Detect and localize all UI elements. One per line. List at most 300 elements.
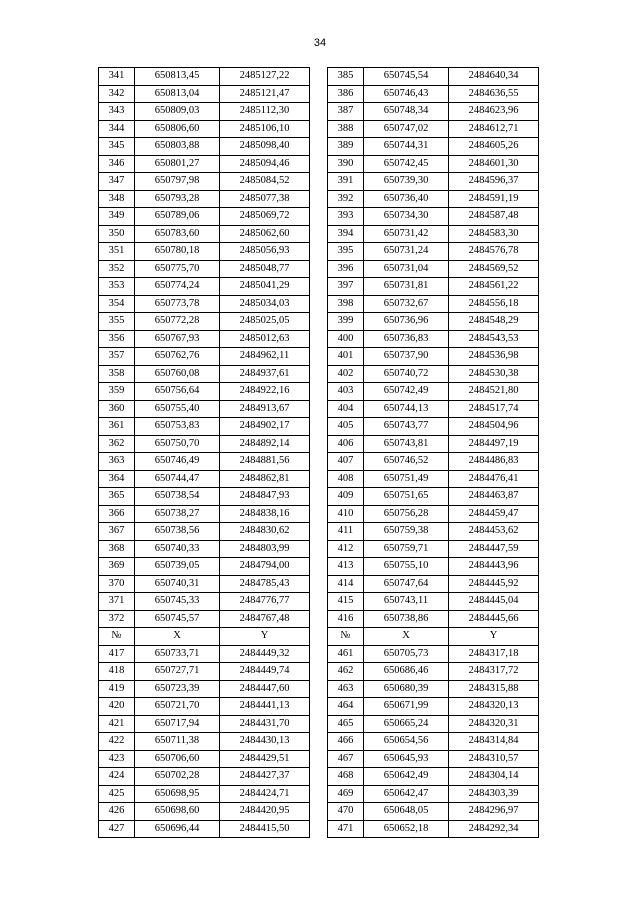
table-row	[99, 225, 539, 243]
cell-right-num: 406	[328, 435, 364, 453]
cell-left-y: 2485084,52	[220, 173, 310, 191]
cell-left-num: 342	[99, 85, 135, 103]
table-row	[99, 768, 539, 786]
column-gap	[310, 733, 328, 751]
cell-right-num: 413	[328, 558, 364, 576]
column-gap	[310, 225, 328, 243]
cell-left-x: 650774,24	[135, 278, 220, 296]
cell-right-y: 2484447,59	[449, 540, 539, 558]
cell-left-num: 424	[99, 768, 135, 786]
column-gap	[310, 803, 328, 821]
cell-right-y: 2484517,74	[449, 400, 539, 418]
cell-right-y: 2484459,47	[449, 505, 539, 523]
table-row	[99, 680, 539, 698]
cell-right-num: 468	[328, 768, 364, 786]
column-gap	[310, 138, 328, 156]
cell-left-x: 650745,33	[135, 593, 220, 611]
cell-right-y: 2484320,31	[449, 715, 539, 733]
cell-right-y: 2484591,19	[449, 190, 539, 208]
column-gap	[310, 820, 328, 838]
cell-left-x: 650702,28	[135, 768, 220, 786]
cell-left-num: 359	[99, 383, 135, 401]
cell-right-x: 650751,49	[364, 470, 449, 488]
column-gap	[310, 575, 328, 593]
cell-right-y: 2484296,97	[449, 803, 539, 821]
cell-right-num: 387	[328, 103, 364, 121]
cell-left-num: 419	[99, 680, 135, 698]
cell-left-y: 2485048,77	[220, 260, 310, 278]
cell-left-y: 2485106,10	[220, 120, 310, 138]
column-gap	[310, 418, 328, 436]
cell-left-y: 2484902,17	[220, 418, 310, 436]
cell-left-x: 650717,94	[135, 715, 220, 733]
coordinates-table	[98, 67, 539, 838]
cell-right-x: 650731,81	[364, 278, 449, 296]
column-gap	[310, 453, 328, 471]
table-row	[99, 295, 539, 313]
cell-left-x: 650738,54	[135, 488, 220, 506]
table-row	[99, 575, 539, 593]
cell-left-x: 650813,04	[135, 85, 220, 103]
cell-left-y: 2484794,00	[220, 558, 310, 576]
cell-left-num: 361	[99, 418, 135, 436]
cell-right-y: 2484304,14	[449, 768, 539, 786]
cell-left-y: 2484776,77	[220, 593, 310, 611]
cell-left-num: 353	[99, 278, 135, 296]
cell-right-y: 2484476,41	[449, 470, 539, 488]
table-row	[99, 85, 539, 103]
cell-right-y: 2484486,83	[449, 453, 539, 471]
header-right-x: X	[364, 628, 449, 646]
cell-left-y: 2484415,50	[220, 820, 310, 838]
cell-right-num: 412	[328, 540, 364, 558]
cell-right-num: 392	[328, 190, 364, 208]
cell-right-num: 399	[328, 313, 364, 331]
cell-right-num: 391	[328, 173, 364, 191]
cell-left-y: 2484830,62	[220, 523, 310, 541]
cell-right-y: 2484497,19	[449, 435, 539, 453]
cell-right-x: 650737,90	[364, 348, 449, 366]
table-row	[99, 190, 539, 208]
cell-right-num: 409	[328, 488, 364, 506]
cell-left-y: 2485062,60	[220, 225, 310, 243]
table-row	[99, 435, 539, 453]
cell-right-x: 650686,46	[364, 663, 449, 681]
cell-right-y: 2484569,52	[449, 260, 539, 278]
cell-left-x: 650738,27	[135, 505, 220, 523]
cell-right-num: 462	[328, 663, 364, 681]
cell-left-y: 2484937,61	[220, 365, 310, 383]
cell-right-x: 650739,30	[364, 173, 449, 191]
cell-right-y: 2484561,22	[449, 278, 539, 296]
cell-left-x: 650780,18	[135, 243, 220, 261]
cell-left-num: 364	[99, 470, 135, 488]
cell-left-num: 362	[99, 435, 135, 453]
header-left-num: №	[99, 628, 135, 646]
cell-left-num: 372	[99, 610, 135, 628]
cell-left-x: 650789,06	[135, 208, 220, 226]
cell-right-x: 650705,73	[364, 645, 449, 663]
cell-right-y: 2484583,30	[449, 225, 539, 243]
column-gap	[310, 610, 328, 628]
cell-left-y: 2484441,13	[220, 698, 310, 716]
table-row	[99, 120, 539, 138]
cell-left-x: 650746,49	[135, 453, 220, 471]
cell-right-num: 410	[328, 505, 364, 523]
cell-left-num: 426	[99, 803, 135, 821]
cell-left-y: 2484449,74	[220, 663, 310, 681]
cell-left-x: 650756,64	[135, 383, 220, 401]
cell-left-num: 351	[99, 243, 135, 261]
cell-right-y: 2484504,96	[449, 418, 539, 436]
cell-left-y: 2485012,63	[220, 330, 310, 348]
cell-left-x: 650801,27	[135, 155, 220, 173]
column-gap	[310, 348, 328, 366]
cell-left-y: 2485041,29	[220, 278, 310, 296]
cell-left-x: 650803,88	[135, 138, 220, 156]
table-row	[99, 820, 539, 838]
table-row	[99, 785, 539, 803]
cell-left-num: 350	[99, 225, 135, 243]
table-row	[99, 208, 539, 226]
cell-left-y: 2485034,03	[220, 295, 310, 313]
cell-right-x: 650731,04	[364, 260, 449, 278]
table-header-row	[99, 628, 539, 646]
cell-right-x: 650744,31	[364, 138, 449, 156]
cell-left-y: 2485056,93	[220, 243, 310, 261]
cell-right-y: 2484317,72	[449, 663, 539, 681]
table-row	[99, 418, 539, 436]
column-gap	[310, 715, 328, 733]
cell-right-num: 461	[328, 645, 364, 663]
cell-right-num: 395	[328, 243, 364, 261]
cell-right-x: 650759,71	[364, 540, 449, 558]
column-gap	[310, 295, 328, 313]
cell-right-num: 402	[328, 365, 364, 383]
cell-left-x: 650809,03	[135, 103, 220, 121]
column-gap	[310, 628, 328, 646]
cell-right-y: 2484445,92	[449, 575, 539, 593]
column-gap	[310, 68, 328, 86]
table-row	[99, 698, 539, 716]
cell-right-num: 390	[328, 155, 364, 173]
table-row	[99, 453, 539, 471]
cell-left-x: 650740,31	[135, 575, 220, 593]
cell-right-num: 465	[328, 715, 364, 733]
column-gap	[310, 488, 328, 506]
cell-left-y: 2485127,22	[220, 68, 310, 86]
cell-left-x: 650727,71	[135, 663, 220, 681]
column-gap	[310, 243, 328, 261]
cell-right-num: 408	[328, 470, 364, 488]
cell-right-num: 466	[328, 733, 364, 751]
cell-left-y: 2485069,72	[220, 208, 310, 226]
table-row	[99, 505, 539, 523]
table-row	[99, 138, 539, 156]
cell-left-num: 370	[99, 575, 135, 593]
column-gap	[310, 400, 328, 418]
cell-left-x: 650698,60	[135, 803, 220, 821]
cell-left-x: 650711,38	[135, 733, 220, 751]
table-row	[99, 558, 539, 576]
cell-left-y: 2484803,99	[220, 540, 310, 558]
cell-left-x: 650723,39	[135, 680, 220, 698]
cell-right-num: 398	[328, 295, 364, 313]
cell-right-x: 650742,45	[364, 155, 449, 173]
cell-right-x: 650734,30	[364, 208, 449, 226]
cell-right-y: 2484310,57	[449, 750, 539, 768]
cell-left-y: 2484430,13	[220, 733, 310, 751]
column-gap	[310, 505, 328, 523]
cell-left-num: 371	[99, 593, 135, 611]
cell-right-y: 2484640,34	[449, 68, 539, 86]
column-gap	[310, 523, 328, 541]
cell-left-num: 347	[99, 173, 135, 191]
cell-right-x: 650745,54	[364, 68, 449, 86]
cell-right-y: 2484317,18	[449, 645, 539, 663]
header-left-x: X	[135, 628, 220, 646]
cell-left-y: 2484881,56	[220, 453, 310, 471]
table-row	[99, 103, 539, 121]
cell-left-num: 343	[99, 103, 135, 121]
cell-right-num: 393	[328, 208, 364, 226]
cell-right-x: 650736,40	[364, 190, 449, 208]
cell-right-y: 2484320,13	[449, 698, 539, 716]
cell-left-y: 2484767,48	[220, 610, 310, 628]
cell-right-y: 2484543,53	[449, 330, 539, 348]
cell-left-num: 425	[99, 785, 135, 803]
cell-left-x: 650797,98	[135, 173, 220, 191]
cell-right-x: 650738,86	[364, 610, 449, 628]
table-row	[99, 593, 539, 611]
cell-left-x: 650740,33	[135, 540, 220, 558]
column-gap	[310, 260, 328, 278]
cell-right-x: 650731,42	[364, 225, 449, 243]
cell-left-y: 2485077,38	[220, 190, 310, 208]
coordinates-table-body	[99, 68, 539, 838]
cell-right-y: 2484536,98	[449, 348, 539, 366]
cell-right-num: 470	[328, 803, 364, 821]
cell-left-y: 2484862,81	[220, 470, 310, 488]
cell-right-y: 2484576,78	[449, 243, 539, 261]
cell-right-num: 463	[328, 680, 364, 698]
cell-left-num: 356	[99, 330, 135, 348]
cell-left-x: 650745,57	[135, 610, 220, 628]
cell-right-y: 2484596,37	[449, 173, 539, 191]
column-gap	[310, 155, 328, 173]
cell-left-x: 650762,76	[135, 348, 220, 366]
cell-left-num: 344	[99, 120, 135, 138]
cell-left-num: 427	[99, 820, 135, 838]
cell-right-num: 394	[328, 225, 364, 243]
table-row	[99, 278, 539, 296]
cell-right-x: 650645,93	[364, 750, 449, 768]
table-row	[99, 523, 539, 541]
column-gap	[310, 103, 328, 121]
cell-left-x: 650806,60	[135, 120, 220, 138]
cell-right-x: 650743,11	[364, 593, 449, 611]
cell-right-x: 650652,18	[364, 820, 449, 838]
cell-right-y: 2484623,96	[449, 103, 539, 121]
cell-right-x: 650759,38	[364, 523, 449, 541]
cell-left-x: 650760,08	[135, 365, 220, 383]
cell-left-x: 650744,47	[135, 470, 220, 488]
table-row	[99, 383, 539, 401]
cell-left-num: 366	[99, 505, 135, 523]
cell-left-x: 650772,28	[135, 313, 220, 331]
cell-right-num: 396	[328, 260, 364, 278]
cell-right-x: 650642,49	[364, 768, 449, 786]
table-row	[99, 663, 539, 681]
cell-left-y: 2484785,43	[220, 575, 310, 593]
cell-right-num: 415	[328, 593, 364, 611]
cell-left-x: 650739,05	[135, 558, 220, 576]
header-right-num: №	[328, 628, 364, 646]
cell-right-y: 2484521,80	[449, 383, 539, 401]
cell-right-y: 2484445,04	[449, 593, 539, 611]
column-gap	[310, 785, 328, 803]
cell-right-y: 2484636,55	[449, 85, 539, 103]
column-gap	[310, 593, 328, 611]
cell-right-x: 650748,34	[364, 103, 449, 121]
column-gap	[310, 645, 328, 663]
cell-left-y: 2484424,71	[220, 785, 310, 803]
cell-right-num: 388	[328, 120, 364, 138]
cell-right-y: 2484601,30	[449, 155, 539, 173]
cell-right-y: 2484612,71	[449, 120, 539, 138]
cell-right-x: 650648,05	[364, 803, 449, 821]
cell-left-num: 341	[99, 68, 135, 86]
cell-right-y: 2484587,48	[449, 208, 539, 226]
cell-left-x: 650755,40	[135, 400, 220, 418]
cell-left-x: 650793,28	[135, 190, 220, 208]
column-gap	[310, 190, 328, 208]
cell-left-y: 2485121,47	[220, 85, 310, 103]
cell-left-num: 348	[99, 190, 135, 208]
cell-left-num: 352	[99, 260, 135, 278]
column-gap	[310, 435, 328, 453]
column-gap	[310, 330, 328, 348]
cell-right-num: 471	[328, 820, 364, 838]
cell-right-x: 650751,65	[364, 488, 449, 506]
cell-right-x: 650756,28	[364, 505, 449, 523]
cell-right-num: 385	[328, 68, 364, 86]
column-gap	[310, 85, 328, 103]
column-gap	[310, 278, 328, 296]
cell-left-x: 650696,44	[135, 820, 220, 838]
table-row	[99, 750, 539, 768]
table-row	[99, 173, 539, 191]
cell-right-y: 2484314,84	[449, 733, 539, 751]
column-gap	[310, 208, 328, 226]
cell-left-y: 2484838,16	[220, 505, 310, 523]
column-gap	[310, 383, 328, 401]
cell-right-num: 400	[328, 330, 364, 348]
cell-right-num: 386	[328, 85, 364, 103]
column-gap	[310, 120, 328, 138]
cell-left-num: 420	[99, 698, 135, 716]
cell-left-x: 650698,95	[135, 785, 220, 803]
cell-right-y: 2484292,34	[449, 820, 539, 838]
cell-left-num: 360	[99, 400, 135, 418]
cell-left-y: 2484427,37	[220, 768, 310, 786]
cell-right-y: 2484556,18	[449, 295, 539, 313]
cell-left-num: 345	[99, 138, 135, 156]
cell-left-num: 365	[99, 488, 135, 506]
cell-right-y: 2484463,87	[449, 488, 539, 506]
cell-left-x: 650813,45	[135, 68, 220, 86]
table-row	[99, 313, 539, 331]
cell-left-num: 346	[99, 155, 135, 173]
coordinates-table-wrapper	[98, 67, 539, 838]
cell-right-num: 411	[328, 523, 364, 541]
table-row	[99, 330, 539, 348]
cell-right-x: 650746,52	[364, 453, 449, 471]
table-row	[99, 260, 539, 278]
cell-right-x: 650743,77	[364, 418, 449, 436]
cell-right-y: 2484453,62	[449, 523, 539, 541]
cell-right-y: 2484530,38	[449, 365, 539, 383]
column-gap	[310, 313, 328, 331]
cell-right-x: 650747,64	[364, 575, 449, 593]
cell-right-x: 650736,96	[364, 313, 449, 331]
table-row	[99, 470, 539, 488]
column-gap	[310, 558, 328, 576]
cell-left-x: 650706,60	[135, 750, 220, 768]
cell-right-y: 2484548,29	[449, 313, 539, 331]
page-number: 34	[313, 37, 327, 49]
cell-right-x: 650747,02	[364, 120, 449, 138]
cell-right-x: 650665,24	[364, 715, 449, 733]
cell-left-x: 650738,56	[135, 523, 220, 541]
table-row	[99, 540, 539, 558]
cell-right-num: 407	[328, 453, 364, 471]
cell-left-num: 368	[99, 540, 135, 558]
cell-left-y: 2484913,67	[220, 400, 310, 418]
cell-left-x: 650721,70	[135, 698, 220, 716]
cell-right-x: 650746,43	[364, 85, 449, 103]
cell-right-num: 401	[328, 348, 364, 366]
cell-left-num: 358	[99, 365, 135, 383]
table-row	[99, 68, 539, 86]
cell-right-x: 650680,39	[364, 680, 449, 698]
cell-left-y: 2484449,32	[220, 645, 310, 663]
table-row	[99, 715, 539, 733]
cell-right-x: 650755,10	[364, 558, 449, 576]
cell-left-num: 355	[99, 313, 135, 331]
cell-right-num: 416	[328, 610, 364, 628]
table-row	[99, 243, 539, 261]
table-row	[99, 803, 539, 821]
column-gap	[310, 750, 328, 768]
header-left-y: Y	[220, 628, 310, 646]
cell-left-y: 2484447,60	[220, 680, 310, 698]
table-row	[99, 645, 539, 663]
column-gap	[310, 173, 328, 191]
cell-left-x: 650733,71	[135, 645, 220, 663]
cell-left-y: 2484962,11	[220, 348, 310, 366]
cell-left-num: 363	[99, 453, 135, 471]
cell-right-x: 650732,67	[364, 295, 449, 313]
column-gap	[310, 680, 328, 698]
cell-left-y: 2484420,95	[220, 803, 310, 821]
header-right-y: Y	[449, 628, 539, 646]
cell-right-num: 467	[328, 750, 364, 768]
cell-right-x: 650744,13	[364, 400, 449, 418]
table-row	[99, 610, 539, 628]
cell-left-y: 2484429,51	[220, 750, 310, 768]
cell-left-y: 2484892,14	[220, 435, 310, 453]
